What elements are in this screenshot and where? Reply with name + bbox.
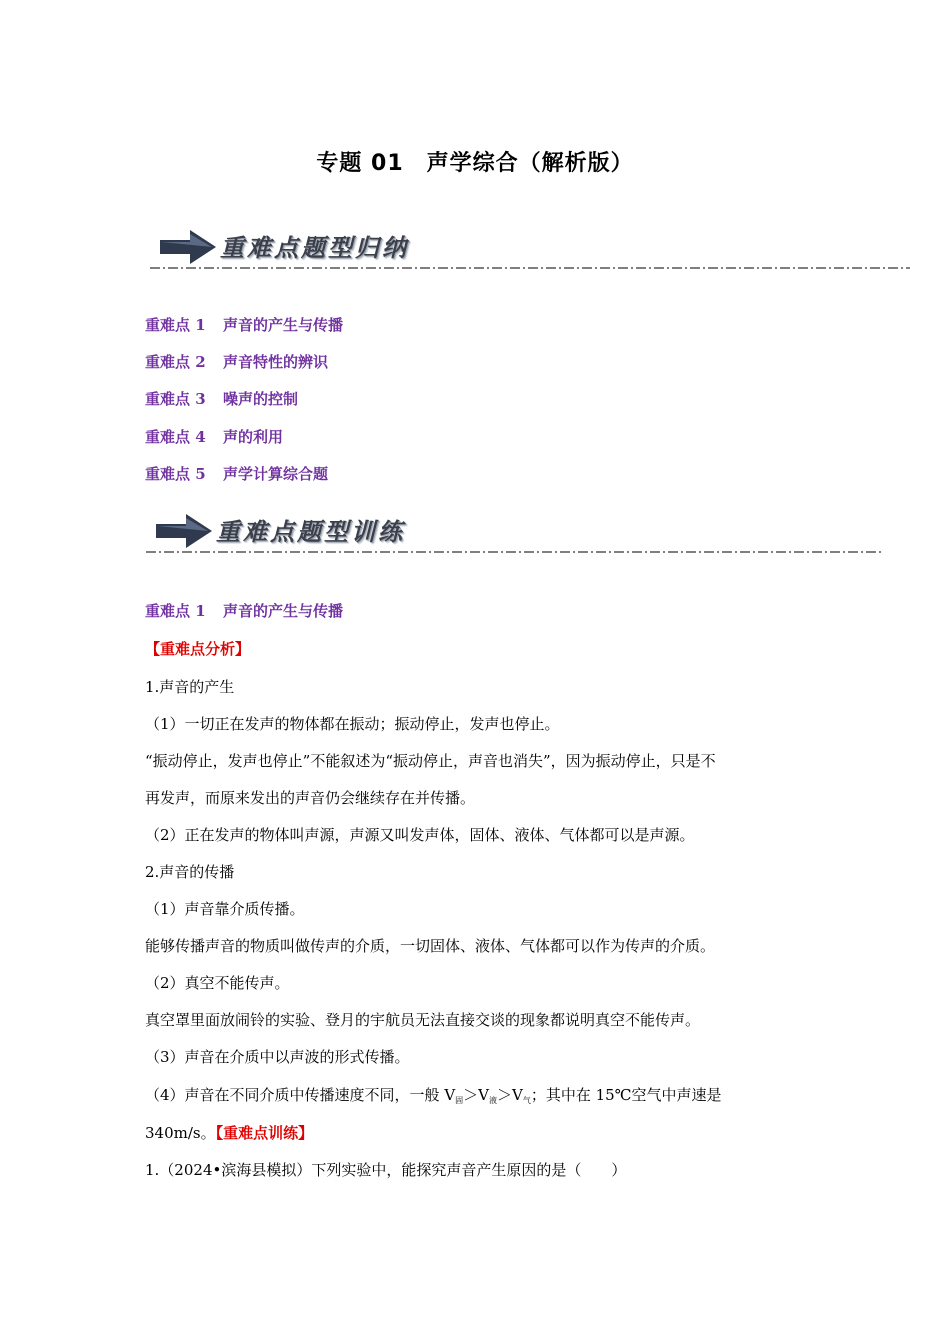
speed-text: ；其中在 15℃空气中声速是 [530,1086,722,1104]
toc-item-number: 重难点 2 [145,353,206,371]
paragraph-line: “振动停止，发声也停止”不能叙述为“振动停止，声音也消失”，因为振动停止，只是不 [145,752,716,770]
training-heading: 【重难点训练】 [215,1124,314,1142]
paragraph-line-speed [145,1085,721,1111]
banner-divider [150,266,910,270]
toc-item-number: 重难点 1 [145,316,206,334]
speed-text: （4）声音在不同介质中传播速度不同，一般 V [145,1086,456,1104]
section-heading-label: 声音的产生与传播 [223,602,344,620]
paragraph-line: （3）声音在介质中以声波的形式传播。 [145,1048,410,1066]
paragraph-line: （2）真空不能传声。 [145,974,290,992]
toc-item-number: 重难点 3 [145,390,206,408]
banner-summary [150,226,910,272]
paragraph-line: （1）一切正在发声的物体都在振动；振动停止，发声也停止。 [145,715,560,733]
paragraph-line: 2.声音的传播 [145,863,235,881]
analysis-heading: 【重难点分析】 [145,640,251,658]
subscript-liquid: 液 [489,1096,497,1105]
section-heading [145,601,343,621]
toc-item[interactable] [145,464,328,484]
paragraph-line: （2）正在发声的物体叫声源，声源又叫发声体，固体、液体、气体都可以是声源。 [145,826,695,844]
banner-divider [146,550,882,554]
speed-text: ＞V [497,1086,523,1104]
speed-text: ＞V [463,1086,489,1104]
banner-summary-label: 重难点题型归纳 [220,233,409,262]
speed-value: 340m/s。 [145,1124,216,1142]
subscript-gas: 气 [522,1096,531,1105]
section-heading-number: 重难点 1 [145,602,206,620]
question-1: 1.（2024•滨海县模拟）下列实验中，能探究声音产生原因的是（ ） [145,1161,627,1179]
toc-item[interactable] [145,389,298,409]
toc-item[interactable] [145,315,343,335]
toc-item-label: 声的利用 [223,428,284,446]
banner-training-label: 重难点题型训练 [216,517,405,546]
arrow-icon [156,514,212,548]
toc-item-label: 声音的产生与传播 [223,316,344,334]
toc-item-label: 噪声的控制 [223,390,299,408]
paragraph-line: 1.声音的产生 [145,678,235,696]
toc-item[interactable] [145,427,283,447]
paragraph-line: 真空罩里面放闹铃的实验、登月的宇航员无法直接交谈的现象都说明真空不能传声。 [145,1011,701,1029]
paragraph-line: 能够传播声音的物质叫做传声的介质，一切固体、液体、气体都可以作为传声的介质。 [145,937,716,955]
paragraph-line: 再发声，而原来发出的声音仍会继续存在并传播。 [145,789,476,807]
paragraph-line [145,1123,313,1143]
toc-item-label: 声学计算综合题 [223,465,329,483]
arrow-icon [160,230,216,264]
toc-item-number: 重难点 4 [145,428,206,446]
paragraph-line: （1）声音靠介质传播。 [145,900,305,918]
toc-item-label: 声音特性的辨识 [223,353,329,371]
toc-item-number: 重难点 5 [145,465,206,483]
document-title: 专题 01 声学综合（解析版） [316,151,634,176]
subscript-solid: 固 [455,1096,464,1105]
banner-training [146,510,882,556]
toc-item[interactable] [145,352,328,372]
